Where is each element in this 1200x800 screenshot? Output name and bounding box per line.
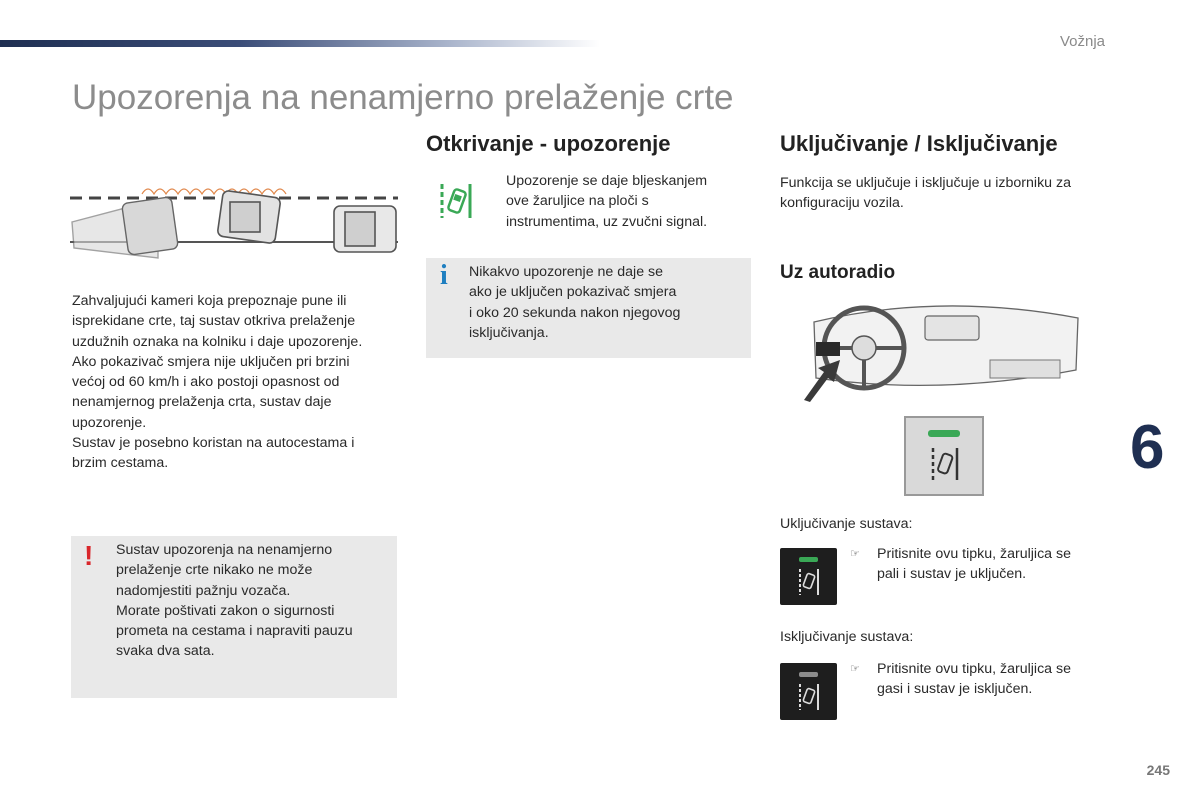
- info-box: [426, 258, 751, 358]
- activation-intro: Funkcija se uključuje i isključuje u izborniku za konfiguraciju vozila.: [780, 175, 1071, 212]
- lane-illustration: [70, 172, 398, 262]
- chapter-number: 6: [1130, 413, 1165, 482]
- car-rear: [72, 197, 178, 258]
- warning-box: [71, 536, 397, 698]
- lane-assist-button-on[interactable]: [780, 548, 837, 605]
- lane-assist-button-off[interactable]: [780, 663, 837, 720]
- header-bar: [0, 40, 600, 47]
- dashboard-illustration: [800, 300, 1082, 402]
- pointer-icon: ☞: [850, 663, 860, 675]
- activation-heading: Uključivanje / Isključivanje: [780, 131, 1058, 156]
- car-front: [334, 206, 396, 252]
- description: Zahvaljujući kameri koja prepoznaje pune ili isprekidane crte, taj sustav otkriva prelaženje uzdužnih oznaka na kolniku i daje upozorenje. Ako pokazivač smjera nije uključen pri brzini većoj od 60 km/h i ako postoji opasnost od nenamjernog prelaženja crta, sustav daje upozorenje. Sustav je posebno koristan na autocestama i brzim cestama.: [72, 293, 363, 472]
- indicator-lamp-off: [799, 672, 818, 677]
- pointer-icon: ☞: [850, 548, 860, 560]
- off-text: Pritisnite ovu tipku, žaruljica se gasi i sustav je isključen.: [877, 661, 1071, 698]
- lane-departure-warning-icon: [438, 180, 474, 222]
- lane-departure-icon: [798, 682, 820, 712]
- page-number: 245: [1146, 762, 1170, 778]
- section-name: Vožnja: [1059, 33, 1105, 50]
- lane-departure-icon: [798, 567, 820, 597]
- detection-heading: Otkrivanje - upozorenje: [426, 131, 671, 156]
- lane-departure-icon: [930, 446, 960, 482]
- on-text: Pritisnite ovu tipku, žaruljica se pali i sustav je uključen.: [877, 546, 1071, 583]
- car-middle: [217, 190, 281, 244]
- indicator-lamp-on: [928, 430, 960, 437]
- lane-assist-button-large[interactable]: [904, 416, 984, 496]
- info-icon: i: [440, 260, 448, 291]
- autoradio-heading: Uz autoradio: [780, 262, 896, 283]
- off-label: Isključivanje sustava:: [780, 629, 914, 645]
- warning-text: Sustav upozorenja na nenamjerno prelaženje crte nikako ne može nadomjestiti pažnju vozača. Morate poštivati zakon o sigurnosti prometa na cestama i napraviti pauzu svaka dva sata.: [116, 542, 353, 660]
- page-title: Upozorenja na nenamjerno prelaženje crte: [72, 78, 734, 117]
- indicator-lamp-on: [799, 557, 818, 562]
- alert-text: Upozorenje se daje bljeskanjem ove žaruljice na ploči s instrumentima, uz zvučni signal.: [506, 173, 708, 230]
- info-text: Nikakvo upozorenje ne daje se ako je uključen pokazivač smjera i oko 20 sekunda nakon njegovog isključivanja.: [469, 264, 681, 341]
- on-label: Uključivanje sustava:: [780, 516, 913, 532]
- warning-icon: !: [84, 540, 94, 571]
